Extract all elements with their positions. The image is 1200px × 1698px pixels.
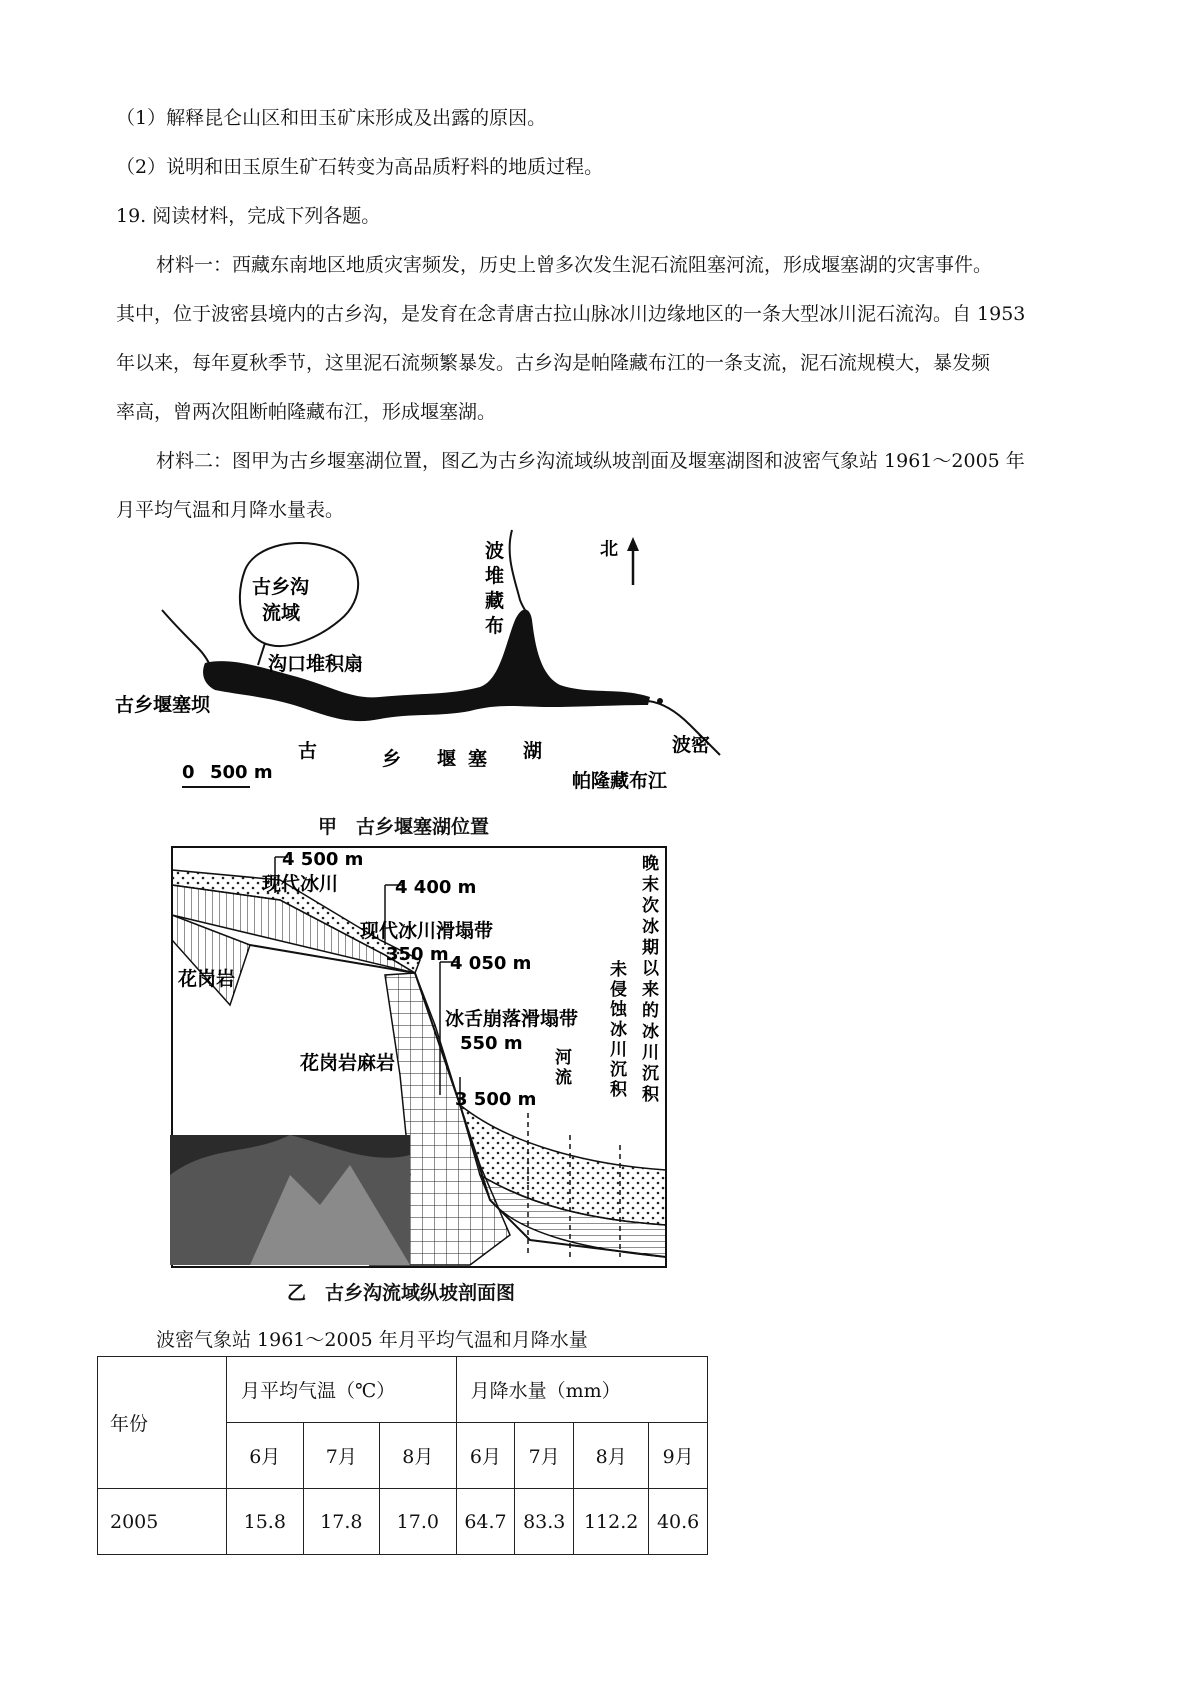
- tongue-band-label: 冰舌崩落滑塌带: [445, 1008, 579, 1030]
- temp-header: 月平均气温（℃）: [227, 1357, 457, 1423]
- value-cell: 17.0: [380, 1489, 457, 1555]
- trib-label-3: 藏: [485, 590, 505, 612]
- value-cell: 15.8: [227, 1489, 304, 1555]
- svg-text:积: 积: [610, 1080, 627, 1100]
- material-1-line-4: 率高，曾两次阻断帕隆藏布江，形成堰塞湖。: [116, 401, 497, 423]
- month-cell: 7月: [303, 1423, 380, 1489]
- dist-550: 550 m: [460, 1033, 523, 1054]
- basin-label-1: 古乡沟: [252, 576, 310, 598]
- month-cell: 6月: [227, 1423, 304, 1489]
- month-cell: 6月: [456, 1423, 515, 1489]
- value-cell: 83.3: [515, 1489, 574, 1555]
- trib-label-1: 波: [485, 540, 505, 562]
- svg-text:期: 期: [642, 938, 659, 958]
- svg-text:侵: 侵: [610, 980, 627, 1000]
- lake-label-5: 湖: [523, 740, 543, 762]
- trib-label-2: 堆: [485, 565, 505, 587]
- month-cell: 8月: [574, 1423, 649, 1489]
- slide-band-label: 现代冰川滑塌带: [360, 920, 494, 942]
- fan-label: 沟口堆积扇: [268, 653, 364, 675]
- svg-text:来: 来: [642, 980, 659, 1000]
- dam-label: 古乡堰塞坝: [115, 694, 211, 716]
- value-cell: 112.2: [574, 1489, 649, 1555]
- svg-text:以: 以: [642, 959, 659, 979]
- scale-zero: 0: [182, 762, 195, 783]
- lake-label-1: 古: [298, 740, 318, 762]
- material-1-line-2: 其中，位于波密县境内的古乡沟，是发育在念青唐古拉山脉冰川边缘地区的一条大型冰川泥石流沟。自 1953: [116, 303, 1026, 325]
- river-label-1: 河: [555, 1048, 572, 1068]
- svg-text:沉: 沉: [642, 1064, 659, 1084]
- month-cell: 8月: [380, 1423, 457, 1489]
- svg-text:冰: 冰: [610, 1020, 627, 1040]
- elev-3500: 3 500 m: [455, 1089, 537, 1110]
- svg-text:晚: 晚: [642, 854, 659, 874]
- material-1-line-1: 材料一：西藏东南地区地质灾害频发，历史上曾多次发生泥石流阻塞河流，形成堰塞湖的灾害事件。: [156, 254, 993, 276]
- svg-text:沉: 沉: [610, 1060, 627, 1080]
- precip-header: 月降水量（mm）: [456, 1357, 707, 1423]
- north-label: 北: [600, 539, 618, 560]
- svg-text:川: 川: [642, 1043, 659, 1063]
- svg-text:冰: 冰: [642, 1022, 659, 1042]
- value-cell: 17.8: [303, 1489, 380, 1555]
- question-1: （1）解释昆仑山区和田玉矿床形成及出露的原因。: [116, 107, 547, 129]
- elev-4400: 4 400 m: [395, 877, 477, 898]
- material-2-line-1: 材料二：图甲为古乡堰塞湖位置，图乙为古乡沟流域纵坡剖面及堰塞湖图和波密气象站 1961～2005 年: [156, 450, 1025, 472]
- table-header-row: [98, 1357, 708, 1423]
- elev-4050: 4 050 m: [450, 953, 532, 974]
- svg-text:冰: 冰: [642, 917, 659, 937]
- table-title: 波密气象站 1961～2005 年月平均气温和月降水量: [156, 1329, 588, 1351]
- gneiss-label: 花岗岩麻岩: [300, 1052, 396, 1074]
- river-label-2: 流: [555, 1068, 572, 1088]
- longitudinal-profile: [170, 845, 670, 1271]
- value-cell: 64.7: [456, 1489, 515, 1555]
- svg-text:未: 未: [610, 960, 627, 980]
- basin-label-2: 流域: [262, 602, 301, 624]
- climate-table: [97, 1356, 708, 1555]
- scale-distance: 500 m: [210, 762, 273, 783]
- question-2: （2）说明和田玉原生矿石转变为高品质籽料的地质过程。: [116, 156, 604, 178]
- glacier-label: 现代冰川: [262, 873, 339, 895]
- lake-label-4: 塞: [468, 748, 488, 770]
- svg-text:次: 次: [642, 896, 659, 916]
- year-cell: 2005: [98, 1489, 227, 1555]
- material-2-line-2: 月平均气温和月降水量表。: [116, 499, 345, 521]
- month-cell: 7月: [515, 1423, 574, 1489]
- map-caption: 甲 古乡堰塞湖位置: [318, 816, 490, 838]
- uneroded-deposit-label: [610, 959, 628, 1100]
- profile-caption: 乙 古乡沟流域纵坡剖面图: [287, 1282, 516, 1304]
- month-cell: 9月: [649, 1423, 708, 1489]
- svg-text:蚀: 蚀: [610, 1000, 627, 1020]
- trib-label-4: 布: [485, 615, 505, 637]
- town-label: 波密: [672, 734, 711, 756]
- granite-label: 花岗岩: [178, 968, 236, 990]
- lake-label-2: 乡: [382, 748, 402, 770]
- year-header: 年份: [98, 1357, 227, 1489]
- lake-label-3: 堰: [437, 748, 457, 770]
- elev-4500: 4 500 m: [282, 849, 364, 870]
- table-row: [98, 1489, 708, 1555]
- svg-text:的: 的: [642, 1001, 659, 1021]
- svg-text:末: 末: [642, 875, 659, 895]
- value-cell: 40.6: [649, 1489, 708, 1555]
- question-19: 19. 阅读材料，完成下列各题。: [116, 205, 381, 227]
- svg-text:川: 川: [610, 1040, 627, 1060]
- lake-location-map: [0, 525, 1200, 815]
- material-1-line-3: 年以来，每年夏秋季节，这里泥石流频繁暴发。古乡沟是帕隆藏布江的一条支流，泥石流规模大，暴发频: [116, 352, 991, 374]
- svg-text:积: 积: [642, 1085, 659, 1105]
- main-river-label: 帕隆藏布江: [572, 770, 668, 792]
- dist-350: 350 m: [386, 944, 449, 965]
